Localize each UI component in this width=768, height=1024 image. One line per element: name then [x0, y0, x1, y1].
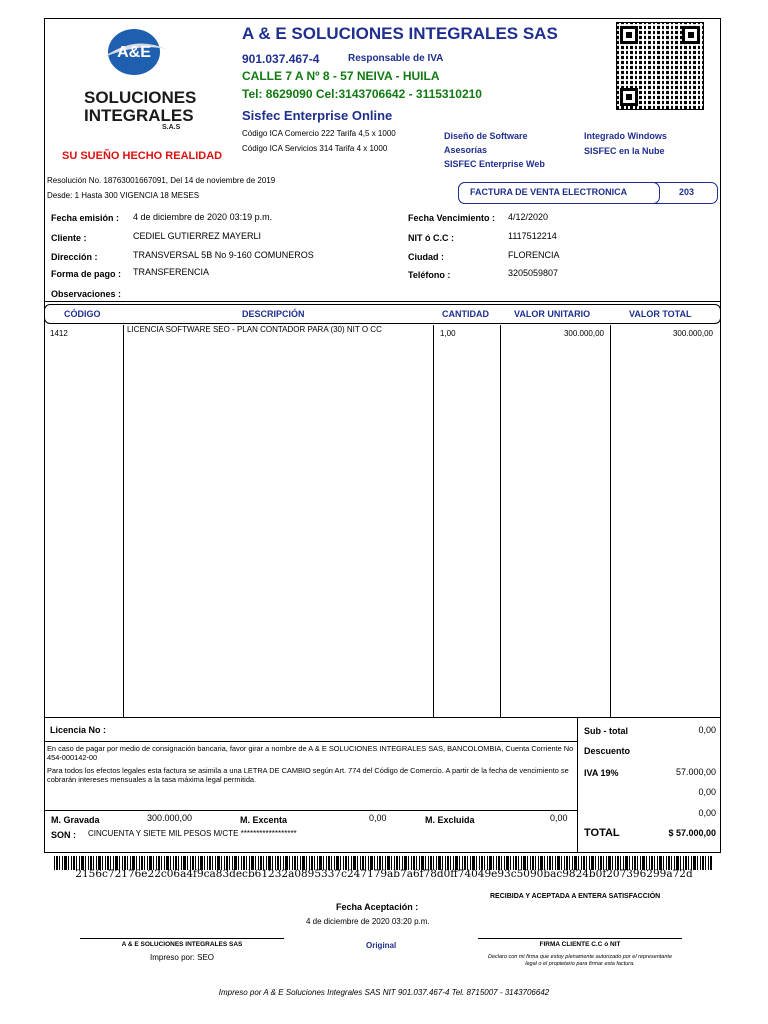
divider — [44, 717, 721, 718]
excenta-label: M. Excenta — [240, 815, 288, 825]
gravada-label: M. Gravada — [51, 815, 100, 825]
company-phones: Tel: 8629090 Cel:3143706642 - 3115310210 — [242, 87, 482, 101]
invoice-type: FACTURA DE VENTA ELECTRONICA — [470, 187, 628, 197]
acceptance-date-label: Fecha Aceptación : — [336, 902, 419, 912]
iva-value: 57.000,00 — [675, 767, 716, 777]
extra-value-1: 0,00 — [698, 787, 716, 797]
company-logo — [100, 27, 168, 77]
service-item: SISFEC en la Nube — [584, 146, 665, 156]
address-value: TRANSVERSAL 5B No 9-160 COMUNEROS — [133, 250, 314, 260]
acceptance-date-value: 4 de diciembre de 2020 03:20 p.m. — [306, 917, 430, 926]
col-header-quantity: CANTIDAD — [442, 309, 489, 319]
logo-line3: S.A.S — [162, 124, 181, 131]
excluida-label: M. Excluida — [425, 815, 475, 825]
client-signature-label: FIRMA CLIENTE C.C ó NIT — [539, 941, 621, 948]
nit-label: NIT ó C.C : — [408, 233, 454, 243]
payment-value: TRANSFERENCIA — [133, 267, 210, 277]
phone-label: Teléfono : — [408, 270, 451, 280]
row-description: LICENCIA SOFTWARE SEO - PLAN CONTADOR PARA (30) NIT O CC — [127, 325, 382, 334]
son-value: CINCUENTA Y SIETE MIL PESOS M/CTE ****************** — [88, 829, 297, 838]
service-item: Diseño de Software — [444, 131, 528, 141]
client-value: CEDIEL GUTIERREZ MAYERLI — [133, 231, 262, 241]
signature-line — [80, 938, 284, 939]
col-divider — [500, 325, 501, 717]
divider — [44, 301, 721, 302]
col-header-code: CÓDIGO — [64, 309, 101, 319]
company-name: A & E SOLUCIONES INTEGRALES SAS — [242, 24, 558, 43]
received-text: RECIBIDA Y ACEPTADA A ENTERA SATISFACCIÓN — [490, 893, 661, 900]
iva-regime: Responsable de IVA — [348, 53, 444, 64]
logo-initials: A&E — [117, 44, 151, 61]
excluida-value: 0,00 — [550, 813, 568, 823]
row-code: 1412 — [50, 329, 68, 338]
col-header-total-value: VALOR TOTAL — [629, 309, 692, 319]
resolution-line2: Desde: 1 Hasta 300 VIGENCIA 18 MESES — [47, 191, 200, 200]
product-name: Sisfec Enterprise Online — [242, 108, 393, 123]
city-label: Ciudad : — [408, 252, 444, 262]
copy-label: Original — [366, 941, 397, 950]
divider — [44, 741, 577, 742]
divider — [44, 810, 577, 811]
discount-label: Descuento — [584, 746, 631, 756]
address-label: Dirección : — [51, 252, 98, 262]
qr-finder — [682, 26, 700, 44]
phone-value: 3205059807 — [508, 268, 559, 278]
cufe-code: 2156c72176e22c06a4f9ca83decb61232a0895337c247179ab7a6f78d0ff74049e93c5090bac9824b0f207396299a72d — [75, 868, 693, 880]
service-item: Integrado Windows — [584, 131, 667, 141]
resolution-line1: Resolución No. 18763001667091, Del 14 de noviembre de 2019 — [47, 176, 276, 185]
services-col1 — [444, 129, 545, 171]
col-divider — [610, 325, 611, 717]
table-header — [44, 304, 721, 324]
service-item: Asesorías — [444, 145, 488, 155]
total-value: $ 57.000,00 — [668, 828, 716, 838]
due-date-value: 4/12/2020 — [508, 212, 549, 222]
company-nit: 901.037.467-4 — [242, 52, 320, 66]
total-label: TOTAL — [584, 827, 620, 839]
signature-line — [478, 938, 682, 939]
col-divider — [433, 325, 434, 717]
bank-note: En caso de pagar por medio de consignación bancaria, favor girar a nombre de A & E SOLUCIONES INTEGRALES SAS, BANCOLOMBIA, Cuenta Corriente No 454-000142-00 — [47, 744, 574, 762]
subtotal-value: 0,00 — [698, 725, 716, 735]
totals-divider — [577, 717, 578, 852]
col-header-description: DESCRIPCIÓN — [242, 309, 305, 319]
license-label: Licencia No : — [50, 725, 107, 735]
ica-services: Código ICA Servicios 314 Tarifa 4 x 1000 — [242, 144, 388, 153]
logo-line2: INTEGRALES — [84, 106, 194, 125]
qr-code — [616, 22, 704, 110]
issuer-signature-label: A & E SOLUCIONES INTEGRALES SAS — [121, 941, 243, 948]
ica-commerce: Código ICA Comercio 222 Tarifa 4,5 x 1000 — [242, 129, 396, 138]
company-address: CALLE 7 A Nº 8 - 57 NEIVA - HUILA — [242, 69, 440, 83]
invoice-number: 203 — [679, 187, 695, 197]
excenta-value: 0,00 — [369, 813, 387, 823]
legal-note: Para todos los efectos legales esta factura se asimila a una LETRA DE CAMBIO según Art. 774 del Código de Comercio. A partir de la fecha de vencimiento se cobrarán intereses mensuales a la tasa máxima legal permitida. — [47, 766, 569, 784]
iva-label: IVA 19% — [584, 768, 619, 778]
subtotal-label: Sub - total — [584, 726, 628, 736]
extra-value-2: 0,00 — [698, 808, 716, 818]
qr-finder — [620, 26, 638, 44]
due-date-label: Fecha Vencimiento : — [408, 213, 496, 223]
issue-date-label: Fecha emisión : — [51, 213, 120, 223]
gravada-value: 300.000,00 — [147, 813, 193, 823]
logo-line1: SOLUCIONES — [84, 88, 197, 107]
slogan: SU SUEÑO HECHO REALIDAD — [62, 150, 223, 162]
client-signature-note: Declaro con mi firma que estoy plenamente autorizado por el representante legal o el propietario para firmar esta factura. — [487, 954, 673, 967]
services-col2 — [584, 129, 667, 159]
col-header-unit-value: VALOR UNITARIO — [514, 309, 591, 319]
nit-value: 1117512214 — [508, 231, 557, 241]
printed-by: Impreso por: SEO — [149, 953, 215, 962]
son-label: SON : — [51, 830, 77, 840]
print-footer: Impreso por A & E Soluciones Integrales SAS NIT 901.037.467-4 Tel. 8715007 - 3143706642 — [218, 988, 550, 997]
city-value: FLORENCIA — [508, 250, 560, 260]
row-unit-value: 300.000,00 — [563, 329, 604, 338]
col-divider — [123, 325, 124, 717]
observations-label: Observaciones : — [51, 289, 122, 299]
qr-finder — [620, 88, 638, 106]
service-item: SISFEC Enterprise Web — [444, 159, 545, 169]
row-total-value: 300.000,00 — [672, 329, 713, 338]
payment-label: Forma de pago : — [51, 269, 122, 279]
client-label: Cliente : — [51, 233, 87, 243]
row-quantity: 1,00 — [440, 329, 456, 338]
issue-date-value: 4 de diciembre de 2020 03:19 p.m. — [133, 212, 273, 222]
